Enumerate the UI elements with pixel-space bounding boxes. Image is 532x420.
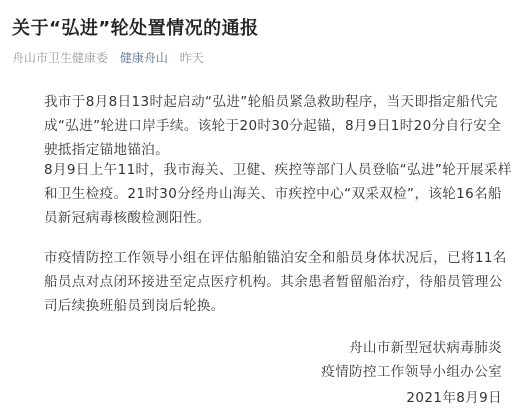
article-title: 关于“弘进”轮处置情况的通报 — [12, 18, 259, 39]
paragraph-1: 我市于8月8日13时起启动“弘进”轮船员紧急救助程序，当天即指定船代完成“弘进”轮进口岸手续。该轮于20时30分起锚，8月9日1时20分自行安全驶抵指定锚地锚泊。 — [44, 94, 502, 158]
account-link[interactable]: 健康舟山 — [119, 51, 168, 65]
signature-date: 2021年8月9日 — [406, 390, 502, 406]
paragraph-3: 市疫情防控工作领导小组在评估船舶锚泊安全和船员身体状况后，已将11名船员点对点闭环接进至定点医疗机构。其余患者暂留船治疗，待船员管理公司后续换班船员到岗后轮换。 — [44, 250, 507, 314]
article-meta — [12, 49, 204, 66]
signature-line-1: 舟山市新型冠状病毒肺炎 — [349, 340, 502, 356]
publish-time: 昨天 — [179, 51, 204, 65]
paragraph-2: 8月9日上午11时，我市海关、卫健、疾控等部门人员登临“弘进”轮开展采样和卫生检疫。21时30分经舟山海关、市疾控中心“双采双检”，该轮16名船员新冠病毒核酸检测阳性。 — [44, 162, 512, 226]
signature-line-2: 疫情防控工作领导小组办公室 — [321, 364, 502, 380]
source-label: 舟山市卫生健康委 — [12, 51, 109, 65]
